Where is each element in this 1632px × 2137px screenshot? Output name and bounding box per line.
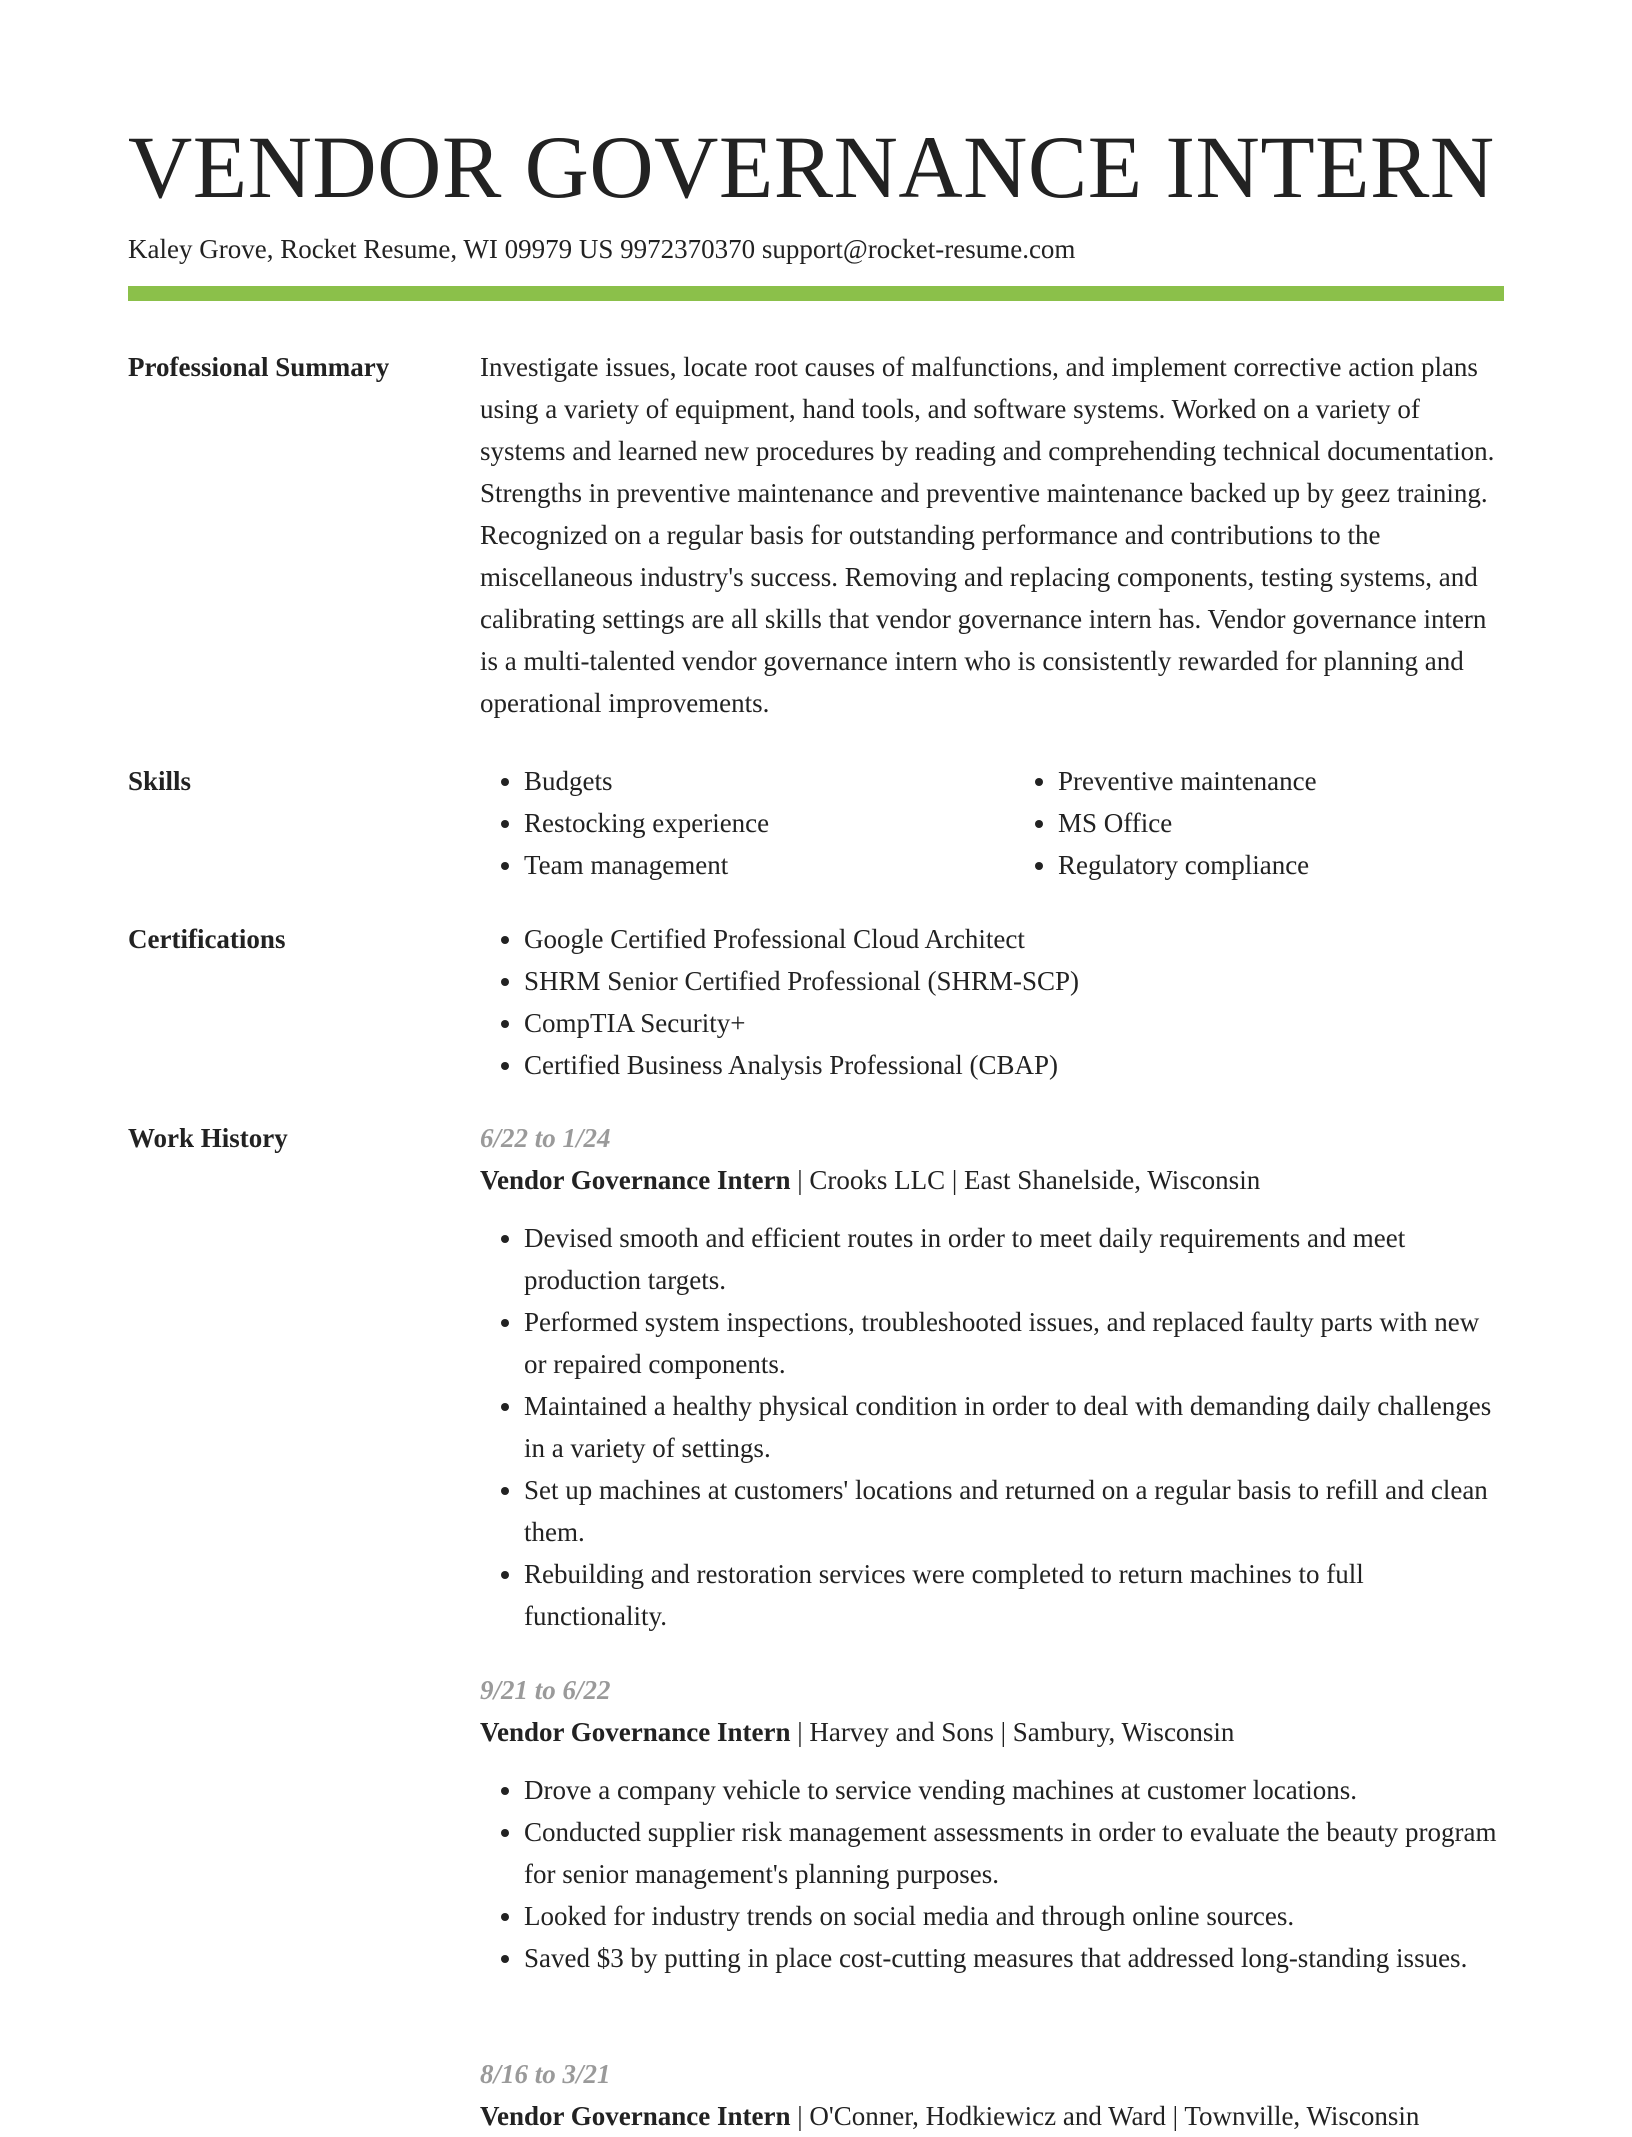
certification-item: • Certified Business Analysis Professional (CBAP) bbox=[524, 1044, 1504, 1086]
job-dates: 8/16 to 3/21 bbox=[480, 2059, 611, 2089]
job-bullet: • Saved $3 by putting in place cost-cutting measures that addressed long-standing issues. bbox=[524, 1937, 1504, 1979]
skills-grid bbox=[480, 760, 1504, 886]
job-entry bbox=[480, 2053, 1504, 2137]
job-employer-location: | Harvey and Sons | Sambury, Wisconsin bbox=[790, 1717, 1235, 1747]
skill-item: • Preventive maintenance bbox=[1058, 760, 1504, 802]
summary-heading: Professional Summary bbox=[128, 352, 390, 382]
job-bullet: • Conducted supplier risk management assessments in order to evaluate the beauty program for senior management's planning purposes. bbox=[524, 1811, 1504, 1895]
skill-item: • Team management bbox=[524, 844, 970, 886]
job-role: Vendor Governance Intern bbox=[480, 1165, 791, 1195]
job-entry bbox=[480, 1669, 1504, 1979]
job-bullets bbox=[480, 1217, 1504, 1637]
certification-item: • CompTIA Security+ bbox=[524, 1002, 1504, 1044]
job-bullet: • Looked for industry trends on social media and through online sources. bbox=[524, 1895, 1504, 1937]
certification-item: • Google Certified Professional Cloud Architect bbox=[524, 918, 1504, 960]
resume-title: VENDOR GOVERNANCE INTERN bbox=[128, 119, 1495, 217]
job-bullet: • Set up machines at customers' locations and returned on a regular basis to refill and clean them. bbox=[524, 1469, 1504, 1553]
job-dates: 9/21 to 6/22 bbox=[480, 1675, 611, 1705]
job-title-line bbox=[480, 2095, 1504, 2137]
certifications-heading: Certifications bbox=[128, 924, 286, 954]
job-dates: 6/22 to 1/24 bbox=[480, 1123, 611, 1153]
job-bullet: • Rebuilding and restoration services were completed to return machines to full functionality. bbox=[524, 1553, 1504, 1637]
job-entry bbox=[480, 1117, 1504, 1637]
skill-item: • Regulatory compliance bbox=[1058, 844, 1504, 886]
summary-text: Investigate issues, locate root causes of malfunctions, and implement corrective action plans using a variety of equipment, hand tools, and software systems. Worked on a variety of systems and learned new procedures by reading and comprehending technical documentation. Strengths in preventive maintenance and preventive maintenance backed up by geez training. Recognized on a regular basis for outstanding performance and contributions to the miscellaneous industry's success. Removing and replacing components, testing systems, and calibrating settings are all skills that vendor governance intern has. Vendor governance intern is a multi-talented vendor governance intern who is consistently rewarded for planning and operational improvements. bbox=[480, 352, 1495, 718]
skill-item: • MS Office bbox=[1058, 802, 1504, 844]
job-title-line bbox=[480, 1159, 1504, 1201]
job-employer-location: | O'Conner, Hodkiewicz and Ward | Townville, Wisconsin bbox=[790, 2101, 1420, 2131]
skills-column-1 bbox=[480, 760, 970, 886]
skills-heading: Skills bbox=[128, 766, 192, 796]
certifications-list bbox=[480, 918, 1504, 1086]
accent-divider bbox=[128, 286, 1504, 301]
contact-line: Kaley Grove, Rocket Resume, WI 09979 US 9972370370 support@rocket-resume.com bbox=[128, 234, 1076, 264]
job-role: Vendor Governance Intern bbox=[480, 1717, 791, 1747]
skills-column-2 bbox=[1014, 760, 1504, 886]
job-bullet: • Drove a company vehicle to service vending machines at customer locations. bbox=[524, 1769, 1504, 1811]
job-bullet: • Devised smooth and efficient routes in order to meet daily requirements and meet production targets. bbox=[524, 1217, 1504, 1301]
job-bullet: • Performed system inspections, troubleshooted issues, and replaced faulty parts with new or repaired components. bbox=[524, 1301, 1504, 1385]
job-role: Vendor Governance Intern bbox=[480, 2101, 791, 2131]
skill-item: • Budgets bbox=[524, 760, 970, 802]
job-employer-location: | Crooks LLC | East Shanelside, Wisconsin bbox=[790, 1165, 1261, 1195]
job-title-line bbox=[480, 1711, 1504, 1753]
certification-item: • SHRM Senior Certified Professional (SHRM-SCP) bbox=[524, 960, 1504, 1002]
skill-item: • Restocking experience bbox=[524, 802, 970, 844]
work-history-heading: Work History bbox=[128, 1123, 288, 1153]
job-bullets bbox=[480, 1769, 1504, 1979]
job-bullet: • Maintained a healthy physical condition in order to deal with demanding daily challenges in a variety of settings. bbox=[524, 1385, 1504, 1469]
